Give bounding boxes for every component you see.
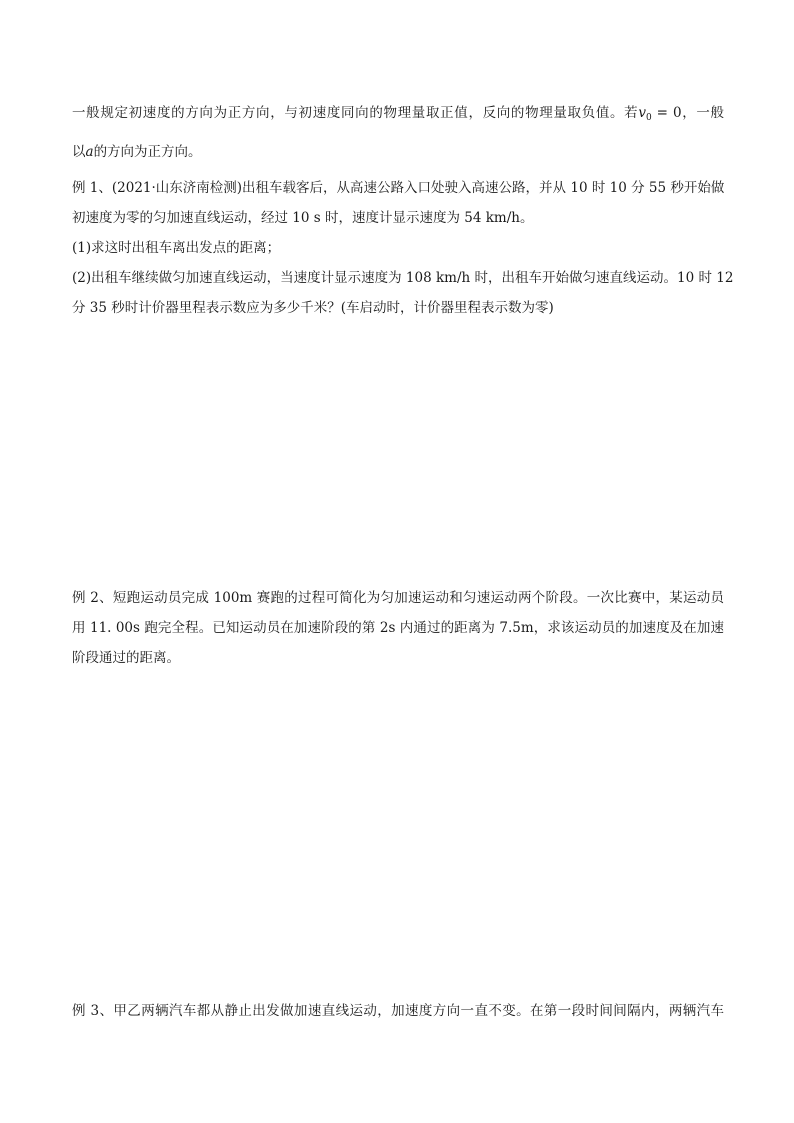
intro-text-1: 一般规定初速度的方向为正方向，与初速度同向的物理量取正值，反向的物理量取负值。若 [72,105,639,121]
intro-line-2: 以a的方向为正方向。 [72,144,202,160]
example2-line-2: 用 11. 00s 跑完全程。已知运动员在加速阶段的第 2s 内通过的距离为 7.5m，求该运动员的加速度及在加速 [72,620,724,636]
example2-line-3: 阶段通过的距离。 [72,650,180,666]
a-symbol: a [85,144,94,160]
intro-text-1-end: ，一般 [681,105,725,121]
example2-line-1: 例 2、短跑运动员完成 100m 赛跑的过程可简化为匀加速运动和匀速运动两个阶段。一次比赛中，某运动员 [72,590,724,606]
example1-question-2-line-2: 分 35 秒时计价器里程表示数应为多少千米？(车启动时，计价器里程表示数为零) [72,300,554,316]
v0-symbol: $v_0 = 0$ [638,105,682,123]
example3-line-1: 例 3、甲乙两辆汽车都从静止出发做加速直线运动，加速度方向一直不变。在第一段时间间隔内，两辆汽车 [72,1003,724,1019]
example1-question-1: (1)求这时出租车离出发点的距离； [72,240,281,256]
example1-question-2-line-1: (2)出租车继续做匀加速直线运动，当速度计显示速度为 108 km/h 时，出租车开始做匀速直线运动。10 时 12 [72,270,734,286]
example1-line-1: 例 1、(2021·山东济南检测)出租车载客后，从高速公路入口处驶入高速公路，并从 10 时 10 分 55 秒开始做 [72,180,725,196]
example1-line-2: 初速度为零的匀加速直线运动，经过 10 s 时，速度计显示速度为 54 km/h。 [72,210,534,226]
intro-line-1 [72,107,724,123]
